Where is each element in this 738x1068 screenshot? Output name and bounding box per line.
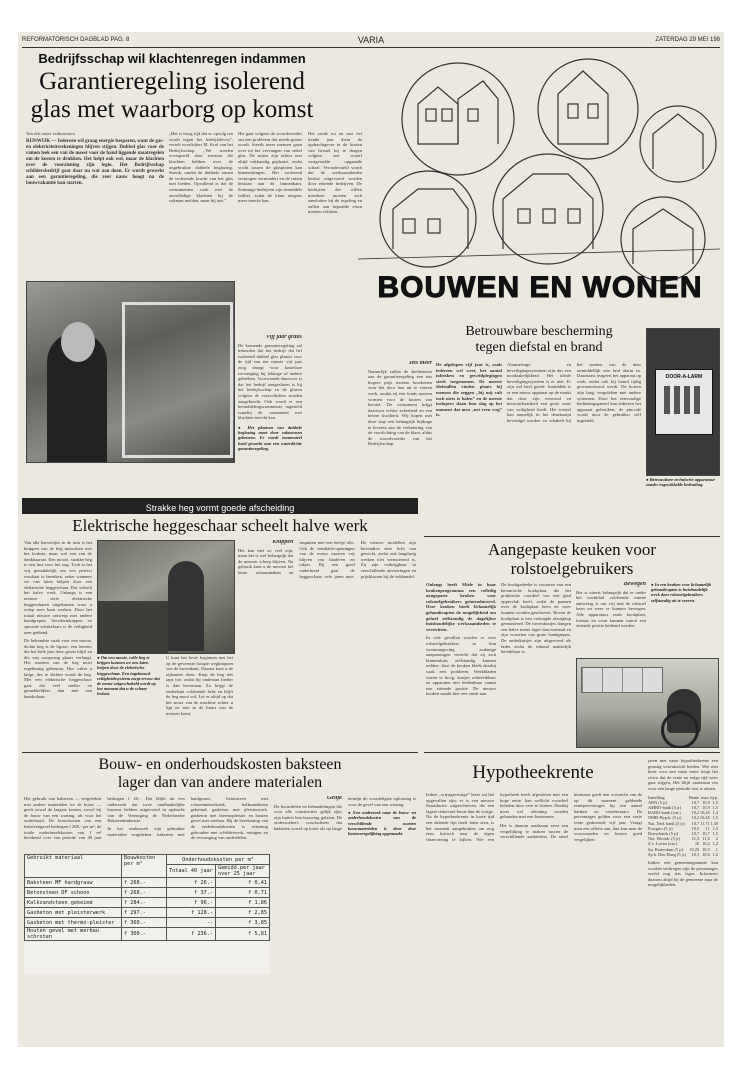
cell-material: Betonsteen DF schoon [25,888,122,898]
publication-name: REFORMATORISCH DAGBLAD PAG. 8 [22,37,130,43]
newspaper-page [18,32,724,1047]
rate-head-name: Instelling [648,794,665,800]
cost-table-box [24,854,270,974]
cell-material: Gasbeton met pleisterwerk [25,908,122,918]
article-body-1: „Het is hoog tijd dat er opvolg ten wordt tegen het bedrijfsleven”, vertelt voorlichter M. Krul van het Bedrijfsschap. „We worden overspoeld door mensen die klachten hebben over de ongebruikte dubbele beglazing. Streuk, omdat de dubbele ramen de isolerende kracht van het glas niet bieden. Opvallend is dat de consumenten vaak niet de onvolledige klachten bij de vakman melden, maar bij ons.” [169,131,233,204]
device-keypad [664,386,704,414]
article4-headline-line1: Aangepaste keuken voor [487,540,657,559]
article4-col2 [501,582,571,746]
subhead-vijf-jaar: Vijf jaar gratis [265,335,302,340]
device-label: DOOR-A-LARM [665,374,703,380]
rate-name: Z.v. Leven (var.) [648,841,678,847]
subhead-gelijk: Gelijk [327,796,342,801]
article2-headline-line1: Betrouwbare bescherming [465,324,613,339]
cell-material: Kalkzandsteen gekeimd [25,898,122,908]
cell-build: f 300.- [122,928,167,941]
cell-total: f 37.- [167,888,216,898]
article6-body4: Indien een gemeentegarantie kan worden verkregen zijn de percentages veelal nog iets lager. Informeer daarom altijd bij de gemeente naar de mogelijkheden. [648,860,718,888]
article3-caption: ● Om een mooie, volle heg te krijgen kunnen we ons laten helpen door de elektrische heggeschaar. Een ingebouwd veiligheidssysteem zorgt ervoor dat de motor uitgeschakeld wordt op het moment dat u de schaar loslaat. [97,655,160,697]
cell-total: f 128.- [167,908,216,918]
article2-col1 [436,362,502,532]
rate-b: 10,45 [699,810,710,816]
rate-a: 10,2 [691,815,700,821]
article5-body1: Het gebruik van baksteen — vergeleken met andere materialen tot de bouw — geeft zowel de laagste kosten, zowel bij de bouw van een woning, als voor het onderhoud. De bouwkosten van een baksteengevel bedragen f 268,- per m², de totale onderhoudskosten van 1 m² berekend over een periode van 40 jaar bedragen f 26,-. Dat blijkt uit een onderzoek dat twee onafhankelijke bureaus hebben uitgevoerd in opdracht van de Vereniging de Nederlandse Baksteenindustrie. [24,796,185,841]
rate-c: 2 [715,836,718,842]
subhead-bewegen: Bewegen [623,582,646,587]
article4-caption: ● In een keuken voor lichamelijk gehandicapten is huishoudelijk werk door rolstoelgebruikers zelfstandig uit te voeren. [651,582,712,603]
rate-b: 11 [705,825,710,831]
article3-body4: Het kan niet zo veel zijn, maar het is wel belangrijk dat de messen scherp blijven. Na gebruik kunt u de messen het beste schoonmaken en inspuiten met een beetje olie. Ook de ventilatie-openingen van de motor moeten vrij blijven van bladeren en takjes. Bij een goed onderhoud gaat de heggeschaar vele jaren mee. De nieuwe modellen zijn bovendien zeer licht van gewicht, zodat ook langdurig werken niet vermoeiend is. Zij zijn verkrijgbaar in verschillende uitvoeringen en prijsklassen bij de vakhandel. [238,540,416,579]
alarm-device-photo [646,328,720,476]
th-maintenance: Onderhoudskosten per m² [167,855,270,865]
article6-col4 [648,758,718,1042]
rate-a: 10,5 [691,825,700,831]
article2-col2 [507,362,641,532]
table-row [648,852,718,857]
cell-build: f 284.- [122,898,167,908]
cell-material: Houten gevel met merbau schroten [25,928,122,941]
rate-b: 11,6 [702,836,710,842]
gardener-figure [168,561,204,651]
table-row [25,878,270,888]
rate-b: 10,5 [702,846,710,852]
rate-head-b: max. [701,794,710,800]
feature-illustration [358,49,720,317]
article5-headline-line1: Bouw- en onderhoudskosten baksteen [98,756,342,773]
rate-name: Nat. Woonb. (5 jr) [648,836,681,842]
window-frame [122,302,233,458]
cell-total: f 26.- [167,878,216,888]
cell-total: f 236.- [167,928,216,941]
cell-build: f 268.- [122,888,167,898]
hedge [98,601,168,653]
rate-name: Postgiro (5 jr) [648,825,673,831]
feature-title: BOUWEN EN WONEN [377,271,703,304]
cell-total: f 96.- [167,898,216,908]
rate-name: ABN (5 jr) [648,799,668,805]
table-row [25,908,270,918]
article3-col3 [166,655,233,745]
rate-a: 10,7 [691,799,700,805]
rate-c: 1,5 [712,799,718,805]
article4-col1 [426,582,496,746]
rate-b: 10,2 [702,841,710,847]
heg-banner [22,498,418,514]
th-avg: Gemidd.per jaar over 25 jaar [216,865,270,878]
article6-rule [424,752,720,753]
article4-body2: Het is uiterst belangrijk dat er onder het werkblad voldoende ruimte aanwezig is om vrij met de rolstoel heen en weer te kunnen bewegen. Alle apparatuur zoals kookplaat, fornuis en oven kunnen vanuit een zittende positie bediend worden. [576,589,646,629]
article6-body3: jaren met vaste hypotheekrente een gunstig vooruitzicht bieden. Wie niet kiest voor een vaste rente loopt het risico dat de rente na enige tijd weer gaat stijgen. Het blijft raadzaam om voor een lange periode vast te zetten. [648,758,718,791]
article-column-3 [238,131,302,366]
subhead-iets-meer: Iets meer [409,361,432,366]
rate-a: 10,2 [691,810,700,816]
alarm-device [655,369,713,435]
cell-avg: f 1,86 [216,898,270,908]
cell-avg: f 5,81 [216,928,270,941]
article6-body1: Iedere „vrijstgevestige” lezer zal het opgevallen zijn: er is een nieuwe Staatshuisv. uitgeschreven, die een lagere rentevoet bevat dan de vorige. Nu de hypotheekrente in korte tijd een dalende lijn heeft laten zien, is het moment aangebroken om nog eens kritisch naar de eigen financiering te kijken. Wie een hypotheek heeft afgesloten met een hoge rente, kan wellicht voordeel behalen door over te sluiten. Daarbij moet wel rekening worden gehouden met een boeterente. [426,792,568,842]
article4-body1: In vele gevallen worden er voor rolstoelgebruikers in hun woonomgeving zodanige aanpassingen verricht dat zij zich binnenshuis zelfstandig kunnen redden. Juist de keuken bleek daarbij vaak een probleem. Werkbladen waren te hoog, kastjes onbereikbaar en apparaten niet bedienbaar vanuit een zittende positie. De nieuwe keuken maakt hier een einde aan. [426,635,496,697]
kitchen-photo [576,658,719,748]
hedge-trimmer-photo [97,540,235,654]
rate-head-a: Rente [688,794,700,800]
article5-col4 [274,796,416,1042]
rate-name: NMB-Hyp.b. (5 jr) [648,815,682,821]
article-kicker: Bedrijfsschap wil klachtenregen indammen [38,51,306,66]
rate-c: 1,2 [712,841,718,847]
article6-cols [426,792,642,1042]
rate-a: 10,7 [691,804,700,810]
article5-body2: In het onderzoek zijn gebruikte materialen vergeleken: baksteen met hardgrauw, betonsteen met schoonmetselwerk, kalkzandsteen gekeimd, gasbeton met pleisterwerk, gasbeton met thermopleister en houten gevel met merbau. Bij de berekening van de onderhoudskosten is rekening gehouden met schilderwerk, reinigen en de vervanging van onderdelen. [107,796,268,841]
article-intro-columns [26,131,164,277]
glazier-head [61,322,95,362]
byline: Van één onzer redacteuren [26,131,75,136]
article-column-3b [238,335,302,513]
article-headline-line1: Garantieregeling isolerend [39,68,305,95]
rate-c: 1,5 [712,815,718,821]
cell-material: Baksteen MF hardgrauw [25,878,122,888]
article3-col1 [24,540,92,746]
rate-c: 1,30 [710,820,718,826]
article5-headline-line2: lager dan van andere materialen [117,774,323,791]
table-row [25,928,270,941]
article-baksteen [22,752,418,1044]
rate-a: 10 [694,841,700,847]
table-row [25,918,270,928]
table-row [25,888,270,898]
section-name: VARIA [357,35,385,45]
cell-avg: f 3,85 [216,918,270,928]
article6-headline: Hypotheekrente [472,762,594,783]
article2-lead: De afgelopen vijf jaar is, zoals iedereen wel weet, het aantal inbraken en geweldplegingen sterk toegenomen. De meeste diefstallen vinden plaats bij mensen die zeggen „bij mij valt toch niets te halen” en de meeste inslupers slaan hun slag op het moment dat men „net even weg” is. [436,362,502,418]
rate-c: 1 [715,846,718,852]
rate-b: 10,9 [702,799,710,805]
article6-body2: Het is daarom raadzaam eerst een vergelijking te maken tussen de verschillende aanbieders. De tabel hiernaast geeft een overzicht van de op dit moment geldende rentepercentages bij een aantal banken en verzekeraars. De percentages gelden voor een vaste rente gedurende vijf jaar. Vraagt men een offerte aan, dan kan men de voorwaarden en kosten goed vergelijken. [500,792,642,842]
table-row [25,898,270,908]
article4-col3 [576,582,646,654]
cell-build: f 268.- [122,878,167,888]
article2-caption: ● Betrouwbare technische apparatuur zonder ingewikkelde bedrading. [646,477,716,488]
article5-rule [22,752,418,753]
rate-b: 10,7 [702,830,710,836]
rate-c: 1,5 [712,830,718,836]
cell-total: -- [167,918,216,928]
article-heggeschaar [22,516,418,748]
article4-body3: De kookgedeelte is voorzien van een keramische kookplaat, die het praktische voordeel van een glad oppervlak heeft, zodat de pannen over de kookplaat heen en weer kunnen worden geschoven. Boven de kookplaat is een verlaagde afzuigkap gemonteerd. De bovenkastjes hangen een halve meter lager dan normaal en zijn voorzien van grote handgrepen. De onderkastjes zijn uitgevoerd als lades zodat de inhoud makkelijk bereikbaar is. [501,582,571,655]
mortgage-rate-table [648,795,718,857]
article4-headline-line2: rolstoelgebruikers [510,559,634,578]
article-body-4: Het zesde tot en met het tiende jaar dient de opdrachtgever in de kosten van herstel bij te dragen volgens een vooraf vastgestelde opgaande schaal. Verondersteld wordt dat de werkzaamheden beslist uitgevoerd worden door erkende bedrijven. De bedrijven die willen meedoen moeten zich aansluiten bij de regeling en zullen aan bepaalde eisen moeten voldoen. [308,131,362,215]
rate-c: 1,5 [712,825,718,831]
rate-head-c: hyp. [710,794,718,800]
article-headline-line2: glas met waarborg op komst [30,96,314,123]
issue-date: ZATERDAG 29 MEI 198 [655,37,720,43]
th-build: Bouwkosten per m² [122,855,167,878]
article-hypotheekrente [424,752,720,1044]
article-body-2: Het gaat volgens de woordvoerder om een probleem dat steeds groter wordt. Steeds meer mensen gaan over tot het vervangen van enkel glas. De ruiten zijn echter niet altijd vakkundig geplaatst, zodat vocht tussen de glasplaten kan binnendringen. Het isolerend vermogen vermindert en de ruiten beslaan aan de binnenkant. Sommige bedrijven zijn inmiddels failliet, zodat de klant nergens meer terecht kan. [238,131,302,204]
article-body-5: Natuurlijk zullen de deelnemers aan de garantieregeling een iets hogere prijs moeten berekenen voor het door hen uit te voeren werk, omdat zij een fonds moeten vormen voor de kosten van herstel. De consument krijgt daarvoor echter zekerheid en een betere kwaliteit. Wij hopen met deze stap een belangrijk bijdrage te leveren aan de verbetering van de voorlichting van de klant, aldus de woordvoerder van het Bedrijfsschap. [368,368,432,447]
rate-a: 10,7 [691,820,700,826]
table-header-row [25,855,270,865]
cell-build: f 297.- [122,908,167,918]
article2-headline-line2: tegen diefstal en brand [475,340,603,355]
rate-a: 10,7 [691,830,700,836]
photo-caption: ● Het plaatsen van dubbele beglazing moet door vakmensen gebeuren. Er wordt momenteel hard gewerkt aan een waterdichte garantieregeling. [238,424,302,451]
rate-name: RABO-bank (var.) [648,810,681,816]
rate-name: Sp.b. Den Haag (5 jr) [648,851,686,857]
rate-name: Bouwfonds (5 jr) [648,830,679,836]
th-material: Gebruikt materiaal [25,855,122,878]
rate-c: 1,2 [712,851,718,857]
article3-body1: Van alle karweitjes in de tuin is het knippen van de heg misschien niet het leukste, maar wel een van de dankbaarste. Een mooie, strakke heg is een lust voor het oog. Toch is het vrij gemakkelijk om een perfect resultaat te bereiken, zeker wanneer we ons laten helpen door een elektrische heggeschaar. Dat scheelt het halve werk. Onlangs is een nieuwe serie elektrische heggescharen uitgekomen waar u volop mee kunt werken. Door het totaal nieuwe ontwerp met andere handgrepen, beschermkappen en speciale schakelaars is de veiligheid zeer gediend. [24,540,92,635]
article-lead: RIJSWIJK — Iedereen wil graag energie besparen, want de gas- en elektriciteitsrekeningen blijven stijgen. Dubbel glas voor de ramen leek een van de meest voor de hand liggende maatregelen om de kosten te drukken. Het helpt ook wel, maar de klachten over de voorziening zijn legio. Het Bedrijfsschap schildersbedrijf gaat daar nu wat aan doen. Er wordt gewerkt aan een garantieregeling, die zeer nauw hoogt na de bouwvakantie kan starten. [26,138,164,186]
rate-name: Sp. Rotterdam (5 jr) [648,846,684,852]
article-body-3: De komende garantieregeling zal inhouden dat het bedrijf dat het isolerend dubbel glas plaatst voor de tijd van ten minste vijf jaar zorg draagt voor kosteloze vervanging bij lekkage of andere gebreken. Voorwaarde daarvoor is dat het bedrijf aangesloten is bij het bedrijfsschap en de glazen volgens de voorschriften worden aangebracht. Ook wordt er een bemiddelingscommissie ingesteld waarbij de consument met klachten terecht kan. [238,342,302,421]
article4-lead: Onlangs heeft Miele in haar keukenprogramma een volledig aangepaste keuken voor rolstoelgebruikers geïntroduceerd. Deze keuken biedt lichamelijk gehandicapten de mogelijkheid om geheel zelfstandig de dagelijkse huishoudelijke werkzaamheden te verrichten. [426,582,496,632]
th-total: Totaal 40 jaar [167,865,216,878]
rate-c: 1,4 [712,810,718,816]
rate-a: 11,3 [691,836,700,842]
article-bescherming [434,324,720,534]
article3-col4 [238,540,416,746]
glazier-photo [26,281,235,463]
rate-b: 11,71 [700,820,710,826]
cell-material: Gasbeton met thermo-pleister [25,918,122,928]
rate-name: Nat. Ned. bank (5 jr) [648,820,685,826]
kitchen-cabinets [581,667,663,693]
cell-avg: f 0,41 [216,878,270,888]
article3-body2: De bekendste strak voor een mooie, dichte heg is de ligster; een heester die het hele jaar door groen blijft en die van oorsprong plaats verlangt. Het snoeien van de heg moet regelmatig gebeuren. Hoe vaker u knipt, des te dichter wordt de heg. Met een elektrische heggeschaar gaat dat veel sneller en gemakkelijker dan met een handschaar. [24,638,92,700]
rate-b: 10,45 [699,815,710,821]
column-5 [368,361,432,511]
cell-avg: f 0,71 [216,888,270,898]
cost-table [24,854,270,941]
rate-a: 10,1 [691,851,700,857]
page-header [22,35,720,48]
article3-body3: U kunt het beste beginnen met het op de gewenste hoogte wegknippen van de bovenkant. Daarna kunt u de zijkanten doen. Knip de heg iets taps toe, zodat hij onderaan breder is dan bovenaan. Zo krijgt de onderkant voldoende licht en blijft de heg mooi vol. Let er altijd op dat het snoer van de machine achter u ligt en niet in de buurt van de messen komt. [166,655,233,716]
cell-build: f 360.- [122,918,167,928]
article2-body: Alarmerings- en beveiligingssystemen zijn dus een noodzakelijkheid. Het ideale beveiligingssysteem is er niet. Er zijn wel heel goede. Inmiddels is er een nieuw apparaat op de markt dat door zijn eenvoud en betrouwbaarheid een grote mate van veiligheid biedt. Het toestel kan namelijk in het deurkozijn bevestigd worden en schakelt bij het openen van de deur onmiddellijk een luid alarm in. Daarnaast reageert het apparaat op rook, zodat ook bij brand tijdig gewaarschuwd wordt. De kosten zijn laag, vergeleken met andere systemen. Door het eenvoudige bedieningspaneel kan iedereen het apparaat gebruiken; de pincode wordt door de gebruiker zelf ingesteld. [507,362,641,423]
subhead-knippen: Knippen [272,540,294,545]
rate-b: 10,6 [702,851,710,857]
article-keuken [424,536,720,748]
article4-rule [424,536,720,537]
rate-b: 10,9 [702,804,710,810]
wheelchair-wheel [661,711,699,748]
article3-headline: Elektrische heggeschaar scheelt halve werk [72,516,368,535]
article5-caption: ● Een onderzoek naar de bouw- en onderhoudskosten van de verschillende soorten bouwmaterialen is door deze kostenvergelijking opgemaakt. [348,810,416,836]
heg-banner-text: Strakke heg vormt goede afscheiding [145,503,295,513]
article5-body3: De bouwdelen en behandelingen die voor alle constructies gelijk zijn, zijn buiten beschouwing gelaten. De onderzoekers concluderen dat baksteen zowel op korte als op lange termijn de voordeligste oplossing is voor de gevel van een woning. [274,796,416,831]
rate-a: 10,25 [689,846,700,852]
rate-name: AMRO-bank (5 jr) [648,804,682,810]
article5-text [24,796,268,850]
article-column-2 [169,131,233,277]
cell-avg: f 2,85 [216,908,270,918]
rate-c: 1,5 [712,804,718,810]
